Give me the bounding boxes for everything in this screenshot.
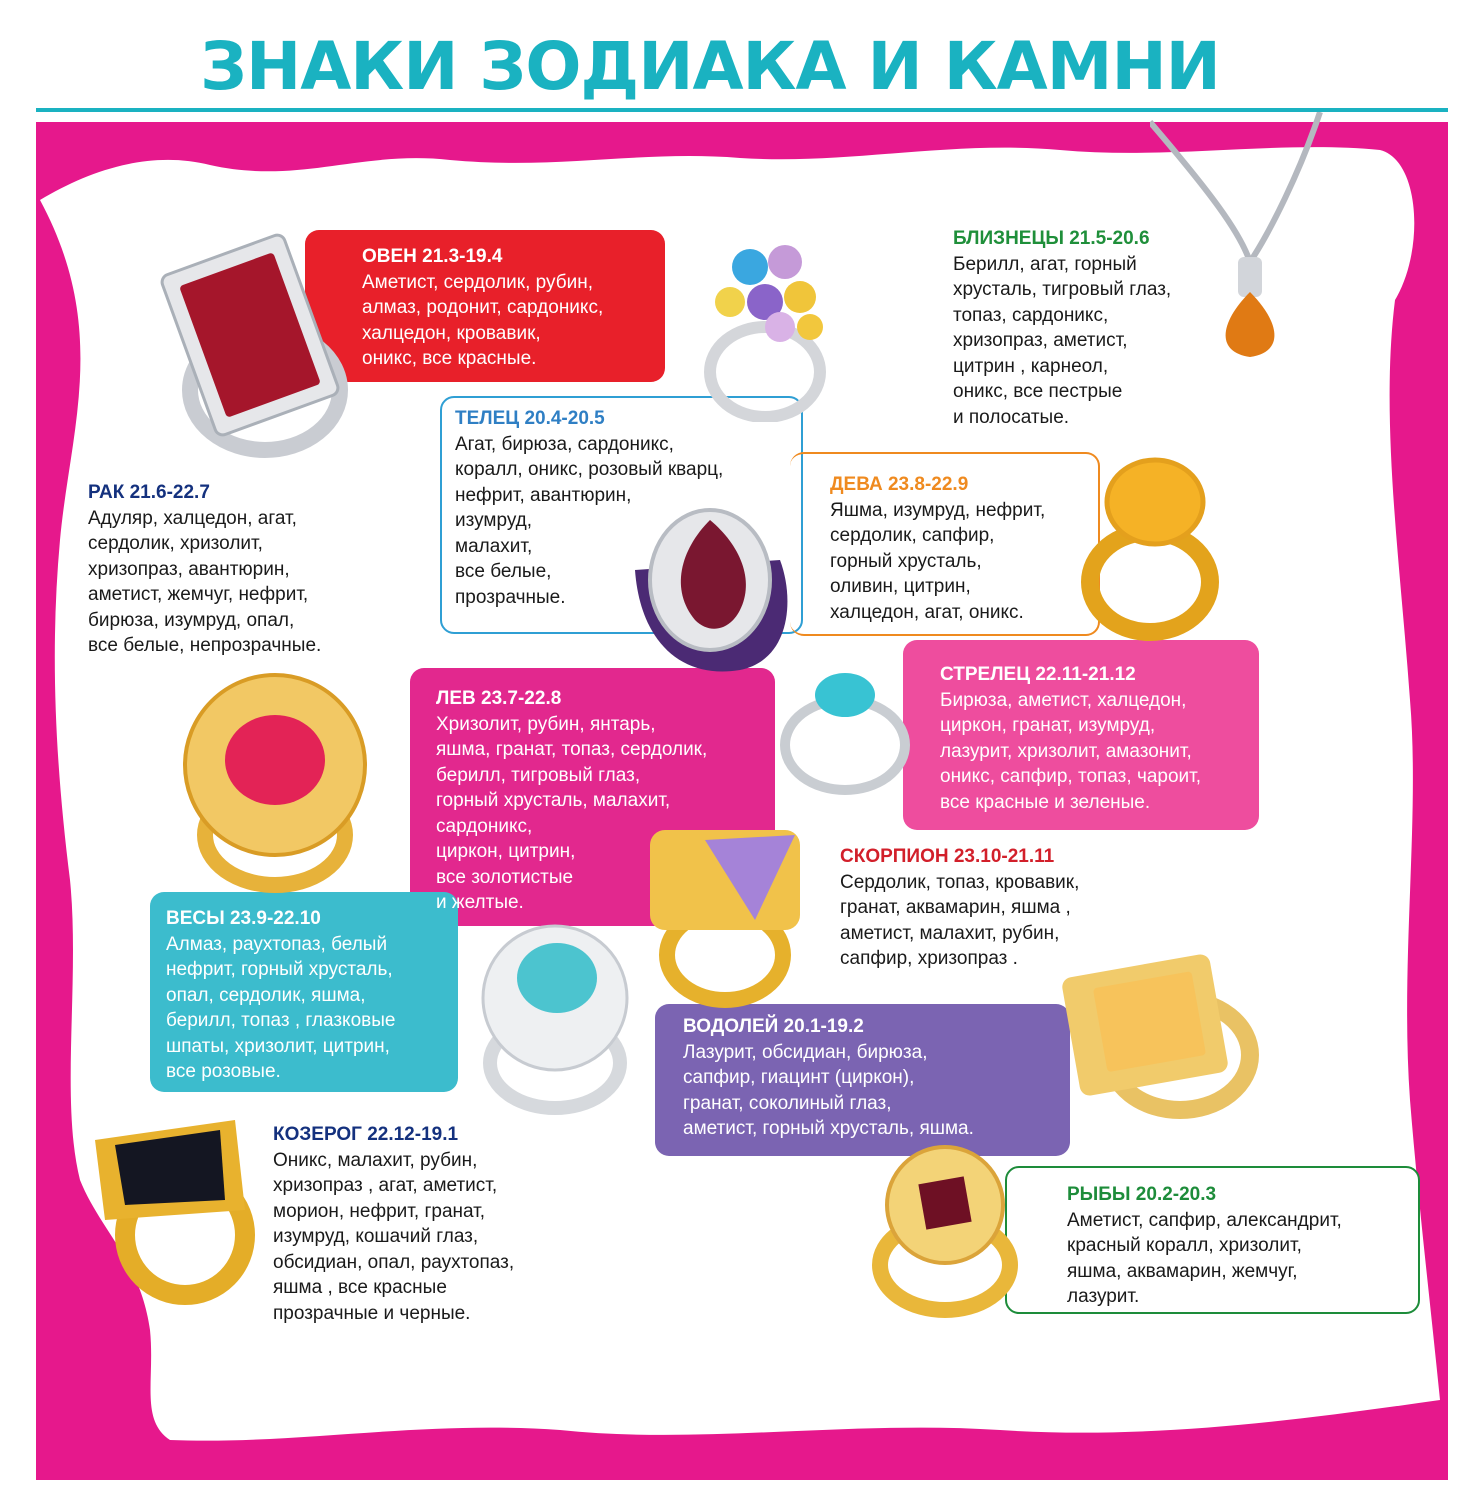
sign-strelec	[940, 662, 1201, 815]
sign-vodoley-heading: ВОДОЛЕЙ 20.1-19.2	[683, 1016, 864, 1037]
sign-vesy-heading: ВЕСЫ 23.9-22.10	[166, 908, 321, 929]
page-title: ЗНАКИ ЗОДИАКА И КАМНИ	[200, 28, 1220, 105]
sign-vesy	[166, 906, 395, 1085]
sign-telec-line: коралл, оникс, розовый кварц,	[455, 459, 724, 480]
sign-vesy-line: опал, сердолик, яшма,	[166, 984, 366, 1006]
sign-ryby-heading: РЫБЫ 20.2-20.3	[1067, 1184, 1217, 1205]
sign-deva-line: халцедон, агат, оникс.	[830, 601, 1024, 623]
sign-telec-line: нефрит, авантюрин,	[455, 484, 632, 506]
sign-bliznecy-line: и полосатые.	[953, 406, 1070, 428]
sign-deva-line: сердолик, сапфир,	[830, 525, 995, 546]
sign-telec-line: малахит,	[455, 535, 533, 557]
flower-gem-ring-icon	[680, 222, 850, 422]
sign-strelec-line: лазурит, хризолит, амазонит,	[940, 740, 1192, 762]
sign-lev-heading: ЛЕВ 23.7-22.8	[436, 688, 562, 709]
sign-bliznecy-heading: БЛИЗНЕЦЫ 21.5-20.6	[953, 228, 1150, 249]
sign-bliznecy-line: хрусталь, тигровый глаз,	[953, 279, 1172, 300]
sign-skorpion-line: гранат, аквамарин, яшма ,	[840, 897, 1071, 918]
sign-oven-line: халцедон, кровавик,	[362, 322, 541, 344]
sign-ryby	[1067, 1182, 1342, 1310]
sign-kozerog-line: Оникс, малахит, рубин,	[273, 1149, 478, 1171]
sign-vesy-line: Алмаз, раухтопаз, белый	[166, 933, 388, 955]
sign-vodoley-line: Лазурит, обсидиан, бирюза,	[683, 1041, 928, 1063]
sign-telec-line: прозрачные.	[455, 586, 566, 608]
sign-ryby-line: яшма, аквамарин, жемчуг,	[1067, 1260, 1298, 1282]
sign-telec-heading: ТЕЛЕЦ 20.4-20.5	[455, 408, 605, 429]
sign-kozerog-heading: КОЗЕРОГ 22.12-19.1	[273, 1124, 459, 1145]
sign-lev-line: сардоникс,	[436, 815, 533, 837]
onyx-signet-ring-icon	[85, 1100, 255, 1310]
sign-bliznecy-line: хризопраз, аметист,	[953, 330, 1128, 351]
sign-kozerog-line: морион, нефрит, гранат,	[273, 1200, 486, 1222]
sign-skorpion	[840, 844, 1079, 972]
sign-kozerog-line: обсидиан, опал, раухтопаз,	[273, 1251, 515, 1273]
sign-strelec-line: циркон, гранат, изумруд,	[940, 715, 1156, 736]
sign-deva-line: оливин, цитрин,	[830, 576, 971, 597]
sign-strelec-line: оникс, сапфир, топаз, чароит,	[940, 766, 1202, 787]
sign-deva-line: Яшма, изумруд, нефрит,	[830, 499, 1046, 521]
ruby-gold-flower-ring-icon	[165, 665, 385, 895]
sign-rak-line: Адуляр, халцедон, агат,	[88, 507, 297, 529]
sign-vesy-line: все розовые.	[166, 1061, 281, 1082]
sign-vesy-line: берилл, топаз , глазковые	[166, 1010, 396, 1031]
turquoise-oval-ring-icon	[465, 918, 645, 1118]
sign-vodoley-line: гранат, соколиный глаз,	[683, 1092, 892, 1114]
turquoise-silver-ring-icon	[775, 660, 925, 800]
ruby-rectangle-ring-icon	[155, 230, 355, 460]
sign-kozerog	[273, 1122, 514, 1326]
sign-telec	[455, 406, 723, 610]
sign-oven-heading: ОВЕН 21.3-19.4	[362, 246, 503, 267]
sign-oven-line: оникс, все красные.	[362, 348, 537, 369]
sign-skorpion-line: аметист, малахит, рубин,	[840, 922, 1060, 944]
sign-vodoley-line: аметист, горный хрусталь, яшма.	[683, 1118, 974, 1139]
sign-oven-line: алмаз, родонит, сардоникс,	[362, 297, 604, 318]
sign-lev	[436, 686, 707, 916]
sign-lev-line: циркон, цитрин,	[436, 841, 576, 862]
sign-strelec-line: все красные и зеленые.	[940, 791, 1151, 813]
sign-kozerog-line: прозрачные и черные.	[273, 1302, 471, 1324]
sign-lev-line: и желтые.	[436, 892, 524, 913]
sign-bliznecy-line: цитрин , карнеол,	[953, 355, 1109, 377]
sign-lev-line: все золотистые	[436, 866, 574, 888]
sign-kozerog-line: яшма , все красные	[273, 1277, 447, 1298]
sign-ryby-line: лазурит.	[1067, 1286, 1140, 1307]
sign-rak-line: бирюза, изумруд, опал,	[88, 609, 295, 631]
sign-rak-heading: РАК 21.6-22.7	[88, 482, 210, 503]
sign-lev-line: Хризолит, рубин, янтарь,	[436, 713, 656, 735]
sign-vesy-line: шпаты, хризолит, цитрин,	[166, 1035, 390, 1057]
sign-ryby-line: Аметист, сапфир, александрит,	[1067, 1209, 1342, 1231]
sign-bliznecy-line: оникс, все пестрые	[953, 381, 1123, 402]
sign-strelec-heading: СТРЕЛЕЦ 22.11-21.12	[940, 664, 1136, 685]
sign-skorpion-line: Сердолик, топаз, кровавик,	[840, 871, 1080, 893]
sign-skorpion-line: сапфир, хризопраз .	[840, 948, 1018, 969]
sign-oven-line: Аметист, сердолик, рубин,	[362, 271, 593, 293]
sign-lev-line: берилл, тигровый глаз,	[436, 764, 641, 786]
sign-vesy-line: нефрит, горный хрусталь,	[166, 959, 393, 980]
sign-telec-line: Агат, бирюза, сардоникс,	[455, 433, 674, 455]
sign-lev-line: горный хрусталь, малахит,	[436, 790, 671, 811]
citrine-gold-ring-icon	[1075, 442, 1225, 642]
sign-telec-line: изумруд,	[455, 510, 533, 531]
sign-bliznecy-line: Берилл, агат, горный	[953, 253, 1137, 275]
sign-bliznecy	[953, 226, 1171, 430]
sign-ryby-line: красный коралл, хризолит,	[1067, 1235, 1302, 1256]
sign-strelec-line: Бирюза, аметист, халцедон,	[940, 689, 1187, 711]
amber-pendant-icon	[1150, 112, 1330, 362]
sign-oven	[362, 244, 603, 372]
sign-kozerog-line: изумруд, кошачий глаз,	[273, 1226, 479, 1247]
sign-deva-heading: ДЕВА 23.8-22.9	[830, 474, 969, 495]
sign-deva-line: горный хрусталь,	[830, 550, 982, 572]
sign-telec-line: все белые,	[455, 561, 552, 582]
sign-kozerog-line: хризопраз , агат, аметист,	[273, 1175, 498, 1196]
sign-deva	[830, 472, 1045, 625]
sign-rak-line: сердолик, хризолит,	[88, 533, 263, 554]
sign-rak-line: хризопраз, авантюрин,	[88, 558, 290, 580]
sign-skorpion-heading: СКОРПИОН 23.10-21.11	[840, 846, 1055, 867]
sign-rak	[88, 480, 321, 659]
sign-lev-line: яшма, гранат, топаз, сердолик,	[436, 739, 708, 760]
sign-vodoley	[683, 1014, 974, 1142]
sign-bliznecy-line: топаз, сардоникс,	[953, 304, 1109, 326]
garnet-cluster-ring-icon	[860, 1140, 1030, 1320]
sign-vodoley-line: сапфир, гиацинт (циркон),	[683, 1067, 915, 1088]
sign-rak-line: аметист, жемчуг, нефрит,	[88, 584, 309, 605]
sign-rak-line: все белые, непрозрачные.	[88, 635, 322, 656]
